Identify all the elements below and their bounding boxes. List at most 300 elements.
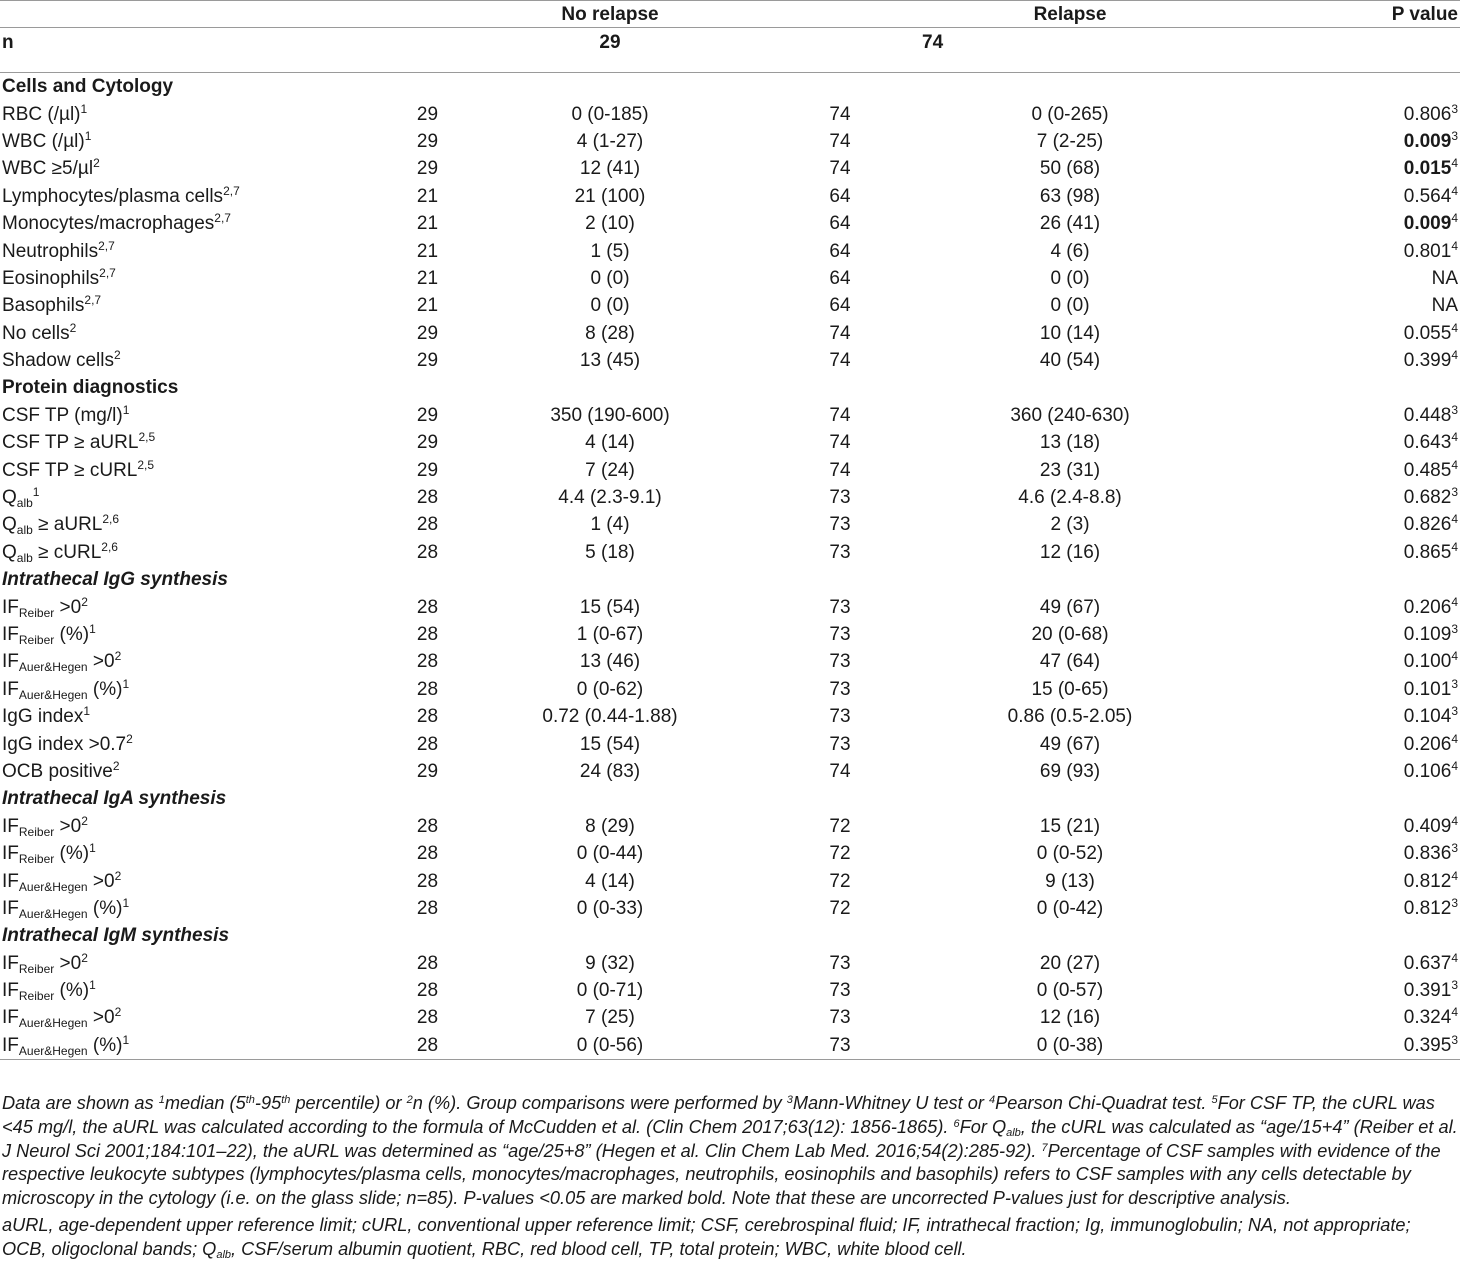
row-label-text: CSF TP ≥ cURL <box>2 459 138 481</box>
n-label: n <box>2 31 14 53</box>
p-value-test-ref: 4 <box>1451 758 1458 773</box>
cell-n-no-relapse: 28 <box>416 897 439 919</box>
p-value-text: 0.109 <box>1403 624 1452 645</box>
row-label <box>0 265 395 292</box>
row-label <box>0 867 395 894</box>
cell-value-no-relapse: 1 (4) <box>590 514 630 536</box>
row-label-text: No cells <box>2 322 70 344</box>
table-row <box>0 320 1460 347</box>
cell-n-no-relapse: 21 <box>416 185 439 207</box>
table-row <box>0 265 1460 292</box>
row-label <box>0 183 395 210</box>
cell-p-value <box>1220 183 1460 210</box>
n-blank <box>760 28 920 57</box>
cell-n-no-relapse: 29 <box>416 350 439 372</box>
section-title: Intrathecal IgM synthesis <box>2 925 230 947</box>
cell-value-relapse: 0 (0) <box>1050 267 1090 289</box>
p-value-test-ref: 4 <box>1451 348 1458 363</box>
cell-value-no-relapse: 7 (24) <box>585 459 635 481</box>
p-value-test-ref: 4 <box>1451 868 1458 883</box>
row-label-footnote-ref: 2,7 <box>223 183 240 198</box>
table-row <box>0 456 1460 483</box>
p-value-test-ref: 3 <box>1451 402 1458 417</box>
cell-value-relapse: 2 (3) <box>1050 514 1090 536</box>
row-label-subscript: Auer&Hegen <box>18 1043 88 1058</box>
p-value-test-ref: 3 <box>1451 676 1458 691</box>
cell-n-relapse: 74 <box>829 432 851 454</box>
table-row <box>0 155 1460 182</box>
cell-value-relapse: 20 (27) <box>1039 952 1101 974</box>
row-label <box>0 155 395 182</box>
row-label-footnote-ref: 2,7 <box>84 293 102 308</box>
cell-n-no-relapse: 29 <box>416 130 439 152</box>
row-label-text: IF <box>2 815 19 837</box>
p-value-test-ref: 4 <box>1451 950 1458 965</box>
cell-p-value <box>1220 676 1460 703</box>
cell-n-no-relapse: 21 <box>416 213 439 235</box>
p-value-text: 0.395 <box>1403 1034 1452 1056</box>
cell-value-no-relapse: 1 (5) <box>590 240 630 262</box>
cell-n-relapse: 73 <box>760 1032 920 1060</box>
p-value-text: 0.206 <box>1403 596 1452 618</box>
p-value-text: 0.812 <box>1403 870 1452 892</box>
row-label <box>0 320 395 347</box>
p-value-text: 0.637 <box>1403 952 1452 974</box>
p-value-text: 0.682 <box>1403 487 1452 509</box>
header-blank <box>760 1 920 28</box>
p-value-test-ref: 4 <box>1451 430 1458 445</box>
row-label-subscript: Auer&Hegen <box>18 879 88 894</box>
row-label-footnote-ref: 2,7 <box>98 238 115 253</box>
row-label <box>0 128 395 155</box>
cell-value-relapse: 4 (6) <box>1050 240 1090 262</box>
cell-n-relapse: 64 <box>829 295 851 317</box>
row-label <box>0 703 395 730</box>
table-row <box>0 730 1460 757</box>
cell-value-no-relapse: 7 (25) <box>585 1007 635 1029</box>
row-label-suffix: >0 <box>87 651 115 673</box>
cell-value-relapse: 40 (54) <box>1039 350 1101 372</box>
cell-value-relapse: 12 (16) <box>1039 541 1101 563</box>
header-p-value: P value <box>1220 1 1460 28</box>
cell-p-value <box>1220 210 1460 237</box>
row-label-suffix: ≥ aURL <box>32 514 103 536</box>
cell-n-no-relapse: 29 <box>416 432 439 454</box>
footnote-segment: 1 <box>158 1094 165 1106</box>
cell-n-relapse: 73 <box>829 952 851 974</box>
row-label <box>0 210 395 237</box>
footnote-segment: For CSF TP, the cURL was <45 mg/l, the aURL was calculated according to the formula of McCudden et al. (Clin Chem 2017;63(12): 1856-1865). <box>2 1093 1435 1137</box>
cell-n-no-relapse: 29 <box>416 404 439 426</box>
table-row <box>0 977 1460 1004</box>
footnote-main <box>2 1092 1458 1211</box>
cell-n-relapse: 74 <box>829 322 851 344</box>
cell-value-relapse: 0 (0-52) <box>1036 843 1104 865</box>
footnote-segment: n (%). Group comparisons were performed by <box>412 1093 787 1113</box>
footnote-segment: 3 <box>786 1094 793 1106</box>
cell-n-relapse: 73 <box>829 624 851 645</box>
row-label-suffix: (%) <box>54 980 90 1002</box>
table-row <box>0 840 1460 867</box>
cell-value-relapse: 0 (0-265) <box>1031 103 1109 125</box>
cell-n-relapse: 74 <box>829 130 851 152</box>
footnote-segment: , the cURL was calculated as “age/15+4” (Reiber et al. J Neurol Sci 2001;184:101–22), the aURL was determined as “age/25+8” (Hegen et al. Clin Chem Lab Med. 2016;54(2):285-92). <box>2 1116 1458 1161</box>
cell-n-relapse: 73 <box>829 706 851 728</box>
cell-p-value <box>1220 456 1460 483</box>
cell-value-relapse: 0.86 (0.5-2.05) <box>1007 706 1133 728</box>
cell-n-relapse: 73 <box>829 596 851 618</box>
cell-p-value <box>1220 950 1460 977</box>
cell-value-relapse: 69 (93) <box>1039 760 1101 782</box>
row-label-subscript: alb <box>16 550 33 565</box>
header-blank <box>395 1 460 28</box>
cell-value-relapse: 4.6 (2.4-8.8) <box>1018 487 1122 509</box>
cell-p-value <box>1220 429 1460 456</box>
cell-p-value <box>1220 593 1460 620</box>
cell-n-no-relapse: 28 <box>416 624 439 645</box>
p-value-test-ref: 4 <box>1451 649 1458 664</box>
p-value-test-ref: 4 <box>1451 594 1458 609</box>
row-label-footnote-ref: 2 <box>69 320 77 335</box>
row-label <box>0 758 395 785</box>
cell-n-no-relapse: 28 <box>416 514 439 536</box>
cell-value-no-relapse: 8 (29) <box>585 815 635 837</box>
p-value-test-ref: 4 <box>1451 183 1458 198</box>
cell-p-value <box>1220 155 1460 182</box>
section-title: Protein diagnostics <box>2 377 179 399</box>
row-label <box>0 1032 395 1060</box>
row-label <box>0 539 395 566</box>
cell-n-relapse: 74 <box>829 404 851 426</box>
row-label-footnote-ref: 2,5 <box>137 457 155 472</box>
p-value-text: 0.448 <box>1403 404 1452 426</box>
row-label-subscript: Reiber <box>18 605 55 620</box>
cell-n-no-relapse: 21 <box>416 240 439 262</box>
cell-n-relapse: 73 <box>829 514 851 536</box>
cell-value-no-relapse: 13 (46) <box>579 651 641 673</box>
row-label-text: Q <box>2 487 17 509</box>
row-label-suffix: >0 <box>54 952 82 974</box>
row-label-text: OCB positive <box>2 760 113 782</box>
row-label-suffix: >0 <box>54 596 82 618</box>
row-label-text: CSF TP (mg/l) <box>2 404 123 426</box>
row-label-text: IgG index >0.7 <box>2 733 127 755</box>
row-label-text: IF <box>2 1007 19 1029</box>
row-label-footnote-ref: 1 <box>80 101 88 116</box>
footnote-segment: Percentage of CSF samples with evidence of the respective leukocyte subtypes (lymphocytes/plasma cells, monocytes/macrophages, neutrophils, eosinophils and basophils) refers to CSF samples with any cells detectable by microscopy in the cytology (i.e. on the glass slide; n=85). P-values <0.05 are marked bold. Note that these are uncorrected P-values just for descriptive analysis. <box>2 1140 1441 1209</box>
footnote-segment: alb <box>216 1248 232 1261</box>
cell-value-no-relapse: 0 (0-56) <box>460 1032 760 1060</box>
cell-value-no-relapse: 12 (41) <box>579 158 641 180</box>
cell-n-relapse: 73 <box>829 1007 851 1029</box>
cell-n-relapse: 74 <box>829 103 851 125</box>
cell-n-relapse: 74 <box>829 760 851 782</box>
cell-value-no-relapse: 4 (14) <box>585 870 635 892</box>
section-header-row <box>0 922 1460 949</box>
cell-value-relapse: 7 (2-25) <box>1036 130 1104 152</box>
cell-value-relapse: 23 (31) <box>1039 459 1101 481</box>
p-value-text: 0.391 <box>1403 980 1452 1002</box>
p-value-text: 0.409 <box>1403 815 1452 837</box>
row-label-footnote-ref: 2 <box>112 758 120 773</box>
cell-n-relapse: 72 <box>829 897 851 919</box>
cell-n-no-relapse: 28 <box>416 843 439 865</box>
footnote-segment: th <box>245 1094 255 1106</box>
p-value-text: 0.399 <box>1403 350 1452 372</box>
cell-value-relapse: 9 (13) <box>1045 870 1095 892</box>
row-label-footnote-ref: 2 <box>81 950 88 965</box>
cell-value-no-relapse: 15 (54) <box>579 733 641 755</box>
cell-value-no-relapse: 5 (18) <box>585 541 635 563</box>
p-value-test-ref: 3 <box>1451 704 1458 719</box>
cell-n-no-relapse: 28 <box>416 870 439 892</box>
p-value-text: 0.009 <box>1403 130 1452 152</box>
row-label-subscript: alb <box>16 496 33 511</box>
p-value-text: 0.801 <box>1403 240 1452 262</box>
cell-value-no-relapse: 4 (1-27) <box>576 130 644 152</box>
p-value-test-ref: 4 <box>1451 1005 1458 1020</box>
cell-n-relapse: 73 <box>829 541 851 563</box>
row-label-suffix: (%) <box>54 624 90 645</box>
table-row <box>0 511 1460 538</box>
row-label <box>0 813 395 840</box>
footnote-segment: alb <box>1006 1126 1021 1139</box>
row-label-text: Lymphocytes/plasma cells <box>2 185 224 207</box>
p-value-text: 0.826 <box>1403 514 1452 536</box>
header-blank <box>0 1 395 28</box>
row-label-subscript: alb <box>16 523 33 538</box>
cell-n-relapse: 73 <box>829 733 851 755</box>
row-label-text: Q <box>2 514 17 536</box>
cell-p-value <box>1220 320 1460 347</box>
table-row <box>0 676 1460 703</box>
row-label-text: IF <box>2 1034 19 1056</box>
cell-value-relapse: 26 (41) <box>1039 213 1101 235</box>
row-label-suffix: (%) <box>54 843 90 865</box>
cell-n-no-relapse: 28 <box>416 733 439 755</box>
row-label-subscript: Auer&Hegen <box>18 1016 88 1031</box>
footnote-segment: , CSF/serum albumin quotient, RBC, red blood cell, TP, total protein; WBC, white blood cell. <box>231 1238 967 1259</box>
cell-value-relapse: 15 (0-65) <box>1031 678 1109 700</box>
cell-p-value <box>1220 840 1460 867</box>
cell-p-value <box>1220 511 1460 538</box>
cell-n-relapse: 64 <box>829 185 851 207</box>
header-no-relapse: No relapse <box>460 1 760 28</box>
cell-n-relapse: 73 <box>829 651 851 673</box>
header-relapse: Relapse <box>920 1 1220 28</box>
cell-p-value <box>1220 758 1460 785</box>
cell-p-value <box>1220 867 1460 894</box>
section-header-row <box>0 785 1460 812</box>
cell-value-relapse: 49 (67) <box>1039 596 1101 618</box>
row-label-text: WBC ≥5/µl <box>2 158 94 180</box>
cell-value-no-relapse: 0 (0-71) <box>576 980 644 1002</box>
cell-n-no-relapse: 29 <box>416 158 439 180</box>
row-label-suffix: >0 <box>87 1007 115 1029</box>
cell-value-relapse: 10 (14) <box>1039 322 1101 344</box>
footnote-segment: Pearson Chi-Quadrat test. <box>995 1093 1212 1113</box>
row-label-text: Monocytes/macrophages <box>2 213 215 235</box>
p-value-text: 0.324 <box>1403 1007 1452 1029</box>
row-label-footnote-ref: 1 <box>32 485 40 500</box>
row-label <box>0 593 395 620</box>
cell-n-no-relapse: 28 <box>395 1032 460 1060</box>
row-label-subscript: Reiber <box>18 824 55 839</box>
table-header-row <box>0 1 1460 28</box>
cell-n-no-relapse: 28 <box>416 487 439 509</box>
row-label-text: IF <box>2 897 19 919</box>
row-label <box>0 895 395 922</box>
row-label-text: WBC (/µl) <box>2 130 85 152</box>
row-label-text: Basophils <box>2 295 85 317</box>
row-label-footnote-ref: 1 <box>122 402 130 417</box>
row-label-footnote-ref: 2 <box>113 348 121 363</box>
cell-p-value <box>1220 237 1460 264</box>
row-label-footnote-ref: 2,6 <box>102 512 120 527</box>
n-blank <box>1220 28 1460 57</box>
n-blank <box>395 28 460 57</box>
p-value-text: 0.104 <box>1403 706 1452 728</box>
p-value-text: 0.100 <box>1403 651 1452 673</box>
p-value-text: 0.106 <box>1403 760 1452 782</box>
row-label-text: IF <box>2 980 19 1002</box>
table-row <box>0 758 1460 785</box>
table-row <box>0 1032 1460 1060</box>
row-label-text: Eosinophils <box>2 267 100 289</box>
row-label-suffix: (%) <box>87 678 123 700</box>
cell-n-relapse: 64 <box>829 267 851 289</box>
p-value-test-ref: 3 <box>1451 1032 1458 1047</box>
row-label-footnote-ref: 1 <box>122 676 130 691</box>
cell-p-value <box>1220 292 1460 319</box>
cell-p-value <box>1220 1004 1460 1031</box>
cell-p-value <box>1220 484 1460 511</box>
row-label-subscript: Reiber <box>18 961 55 976</box>
row-label-footnote-ref: 1 <box>122 895 130 910</box>
cell-p-value <box>1220 1032 1460 1060</box>
p-value-text: 0.806 <box>1403 103 1452 125</box>
row-label <box>0 456 395 483</box>
p-value-test-ref: 4 <box>1451 156 1458 171</box>
footnote-segment: 7 <box>1041 1141 1048 1154</box>
cell-p-value <box>1220 621 1460 648</box>
cell-value-relapse: 0 (0) <box>1050 295 1090 317</box>
p-value-text: 0.564 <box>1403 185 1452 207</box>
footnote-segment: aURL, age-dependent upper reference limit; cURL, conventional upper reference limit; CSF, cerebrospinal fluid; IF, intrathecal fraction; Ig, immunoglobulin; NA, not appropriate; OCB, oligoclonal bands; Q <box>2 1215 1411 1259</box>
row-label-text: RBC (/µl) <box>2 103 81 125</box>
cell-value-no-relapse: 0 (0-44) <box>576 843 644 865</box>
table-row <box>0 867 1460 894</box>
cell-value-relapse: 0 (0-57) <box>1036 980 1104 1002</box>
cell-value-relapse: 360 (240-630) <box>1010 404 1130 426</box>
table-row <box>0 813 1460 840</box>
p-value-text: 0.643 <box>1403 432 1452 454</box>
footnote-segment: 5 <box>1211 1094 1218 1106</box>
cell-n-no-relapse: 28 <box>416 952 439 974</box>
cell-value-no-relapse: 13 (45) <box>579 350 641 372</box>
section-title: Intrathecal IgA synthesis <box>2 788 227 810</box>
row-label <box>0 402 395 429</box>
table-row <box>0 484 1460 511</box>
cell-n-relapse: 73 <box>829 980 851 1002</box>
cell-n-relapse: 72 <box>829 843 851 865</box>
row-label-footnote-ref: 1 <box>84 128 92 143</box>
p-value-text: 0.485 <box>1403 459 1452 481</box>
row-label <box>0 840 395 867</box>
row-label-footnote-ref: 1 <box>83 704 91 719</box>
cell-value-relapse: 15 (21) <box>1039 815 1101 837</box>
row-label <box>0 237 395 264</box>
cell-value-no-relapse: 0 (0) <box>590 295 630 317</box>
cell-n-relapse: 74 <box>829 158 851 180</box>
footnote-segment: th <box>281 1094 291 1106</box>
cell-value-no-relapse: 24 (83) <box>579 760 641 782</box>
row-label-text: IF <box>2 678 19 700</box>
table-row <box>0 347 1460 374</box>
p-value-text: 0.836 <box>1403 843 1452 865</box>
cell-value-no-relapse: 9 (32) <box>585 952 635 974</box>
cell-p-value <box>1220 128 1460 155</box>
table-row <box>0 593 1460 620</box>
row-label-text: IgG index <box>2 706 84 728</box>
cell-value-no-relapse: 15 (54) <box>579 596 641 618</box>
row-label-subscript: Reiber <box>18 989 55 1004</box>
p-value-test-ref: 3 <box>1451 895 1458 910</box>
cell-p-value <box>1220 539 1460 566</box>
table-row <box>0 621 1460 648</box>
row-label-footnote-ref: 2,5 <box>138 430 156 445</box>
cell-n-relapse: 72 <box>829 815 851 837</box>
p-value-test-ref: 3 <box>1451 622 1458 636</box>
cell-n-relapse: 74 <box>829 459 851 481</box>
row-label-footnote-ref: 2,7 <box>214 211 231 226</box>
p-value-test-ref: 4 <box>1451 238 1458 253</box>
row-label <box>0 100 395 127</box>
p-value-text: 0.101 <box>1403 678 1452 700</box>
cell-n-no-relapse: 21 <box>416 295 439 317</box>
row-label-subscript: Reiber <box>18 633 55 647</box>
cell-p-value <box>1220 265 1460 292</box>
row-label <box>0 730 395 757</box>
cell-value-no-relapse: 2 (10) <box>585 213 635 235</box>
table-row <box>0 429 1460 456</box>
table-row <box>0 1004 1460 1031</box>
cell-p-value <box>1220 813 1460 840</box>
cell-n-no-relapse: 29 <box>416 760 439 782</box>
cell-n-no-relapse: 28 <box>416 980 439 1002</box>
cell-p-value <box>1220 895 1460 922</box>
cell-n-no-relapse: 28 <box>416 815 439 837</box>
cell-value-relapse: 12 (16) <box>1039 1007 1101 1029</box>
footnote-abbreviations <box>2 1214 1458 1262</box>
p-value-test-ref: 3 <box>1451 101 1458 116</box>
cell-n-no-relapse: 28 <box>416 678 439 700</box>
cell-n-no-relapse: 28 <box>416 541 439 563</box>
row-label-suffix: >0 <box>87 870 115 892</box>
table-row <box>0 237 1460 264</box>
row-label-text: Q <box>2 541 17 563</box>
cell-value-no-relapse: 350 (190-600) <box>550 404 670 426</box>
cell-p-value <box>1220 402 1460 429</box>
cell-n-no-relapse: 28 <box>416 706 439 728</box>
cell-value-no-relapse: 8 (28) <box>585 322 635 344</box>
table-row <box>0 183 1460 210</box>
p-value-test-ref: 4 <box>1451 457 1458 472</box>
row-label-footnote-ref: 2 <box>126 731 133 746</box>
row-label-text: IF <box>2 651 19 673</box>
table-row <box>0 128 1460 155</box>
cell-value-no-relapse: 0.72 (0.44-1.88) <box>542 706 678 728</box>
